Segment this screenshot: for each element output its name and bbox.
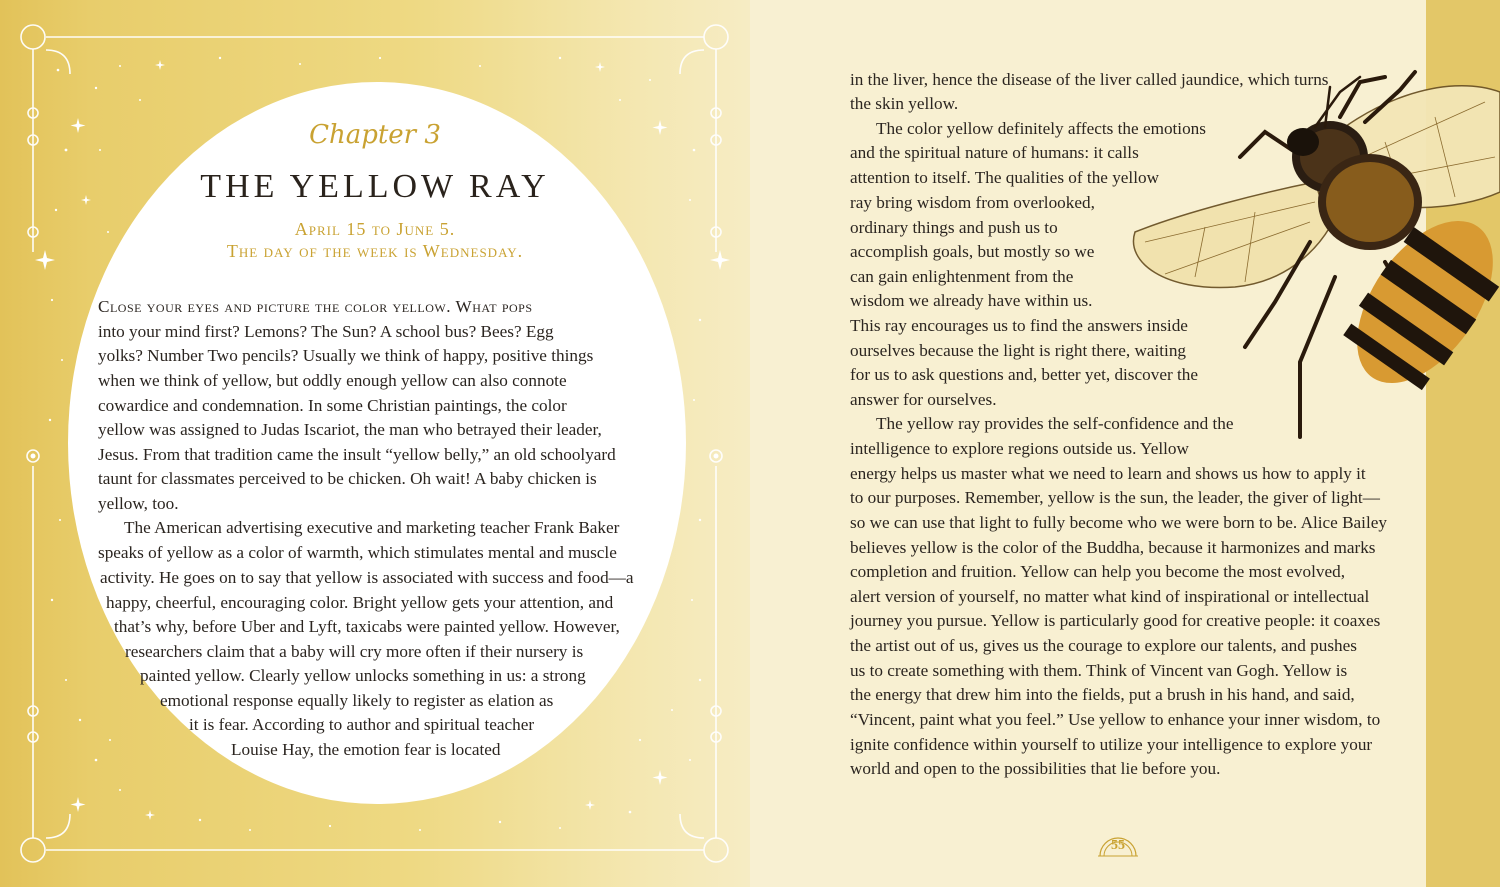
- text-line: it is fear. According to author and spiritual teacher: [189, 715, 535, 734]
- text-line: accomplish goals, but mostly so we: [850, 242, 1095, 261]
- text-line: The American advertising executive and marketing teacher Frank Baker: [124, 518, 620, 537]
- text-line: The color yellow definitely affects the emotions: [876, 119, 1206, 138]
- chapter-title: THE YELLOW RAY: [200, 168, 550, 205]
- text-line: can gain enlightenment from the: [850, 267, 1074, 286]
- text-line: “Vincent, paint what you feel.” Use yellow to enhance your inner wisdom, to: [850, 710, 1381, 729]
- text-line: Jesus. From that tradition came the insult “yellow belly,” an old schoolyard: [98, 445, 616, 464]
- text-line: The yellow ray provides the self-confidence and the: [876, 414, 1234, 433]
- text-line: journey you pursue. Yellow is particularly good for creative people: it coaxes: [850, 611, 1381, 630]
- text-line: us to create something with them. Think of Vincent van Gogh. Yellow is: [850, 661, 1348, 680]
- text-line: attention to itself. The qualities of the yellow: [850, 168, 1159, 187]
- text-line: the artist out of us, gives us the courage to explore our talents, and pushes: [850, 636, 1357, 655]
- page-number: 55: [1111, 838, 1125, 853]
- text-line: taunt for classmates perceived to be chicken. Oh wait! A baby chicken is: [98, 469, 597, 488]
- right-page: [750, 0, 1500, 887]
- chapter-label: Chapter 3: [309, 120, 441, 150]
- text-line: energy helps us master what we need to learn and shows us how to apply it: [850, 464, 1366, 483]
- text-line: Louise Hay, the emotion fear is located: [231, 740, 501, 759]
- text-line: speaks of yellow as a color of warmth, which stimulates mental and muscle: [98, 543, 617, 562]
- text-line: for us to ask questions and, better yet, discover the: [850, 365, 1198, 384]
- text-line: yellow, too.: [98, 494, 179, 513]
- text-line: and the spiritual nature of humans: it calls: [850, 143, 1139, 162]
- text-line: wisdom we already have within us.: [850, 291, 1093, 310]
- text-line: Close your eyes and picture the color yellow. What pops: [98, 297, 533, 316]
- text-line: in the liver, hence the disease of the liver called jaundice, which turns: [850, 70, 1329, 89]
- text-line: researchers claim that a baby will cry more often if their nursery is: [125, 642, 584, 661]
- text-line: completion and fruition. Yellow can help you become the most evolved,: [850, 562, 1345, 581]
- text-line: painted yellow. Clearly yellow unlocks something in us: a strong: [140, 666, 586, 685]
- text-line: yellow was assigned to Judas Iscariot, the man who betrayed their leader,: [98, 420, 602, 439]
- text-line: when we think of yellow, but oddly enough yellow can also connote: [98, 371, 567, 390]
- text-line: This ray encourages us to find the answers inside: [850, 316, 1188, 335]
- text-line: to our purposes. Remember, yellow is the sun, the leader, the giver of light—: [850, 488, 1380, 507]
- text-line: ray bring wisdom from overlooked,: [850, 193, 1095, 212]
- text-line: yolks? Number Two pencils? Usually we think of happy, positive things: [98, 346, 594, 365]
- text-line: emotional response equally likely to register as elation as: [160, 691, 554, 710]
- chapter-date-range: April 15 to June 5.: [294, 219, 456, 239]
- text-line: cowardice and condemnation. In some Christian paintings, the color: [98, 396, 567, 415]
- text-line: believes yellow is the color of the Buddha, because it harmonizes and marks: [850, 538, 1376, 557]
- chapter-weekday: The day of the week is Wednesday.: [226, 241, 524, 261]
- text-line: activity. He goes on to say that yellow is associated with success and food—a: [100, 568, 634, 587]
- text-line: ourselves because the light is right there, waiting: [850, 341, 1187, 360]
- text-line: world and open to the possibilities that lie before you.: [850, 759, 1221, 778]
- text-line: ignite confidence within yourself to utilize your intelligence to explore your: [850, 735, 1373, 754]
- text-line: that’s why, before Uber and Lyft, taxicabs were painted yellow. However,: [114, 617, 620, 636]
- page-number-badge: [1096, 826, 1140, 862]
- text-line: alert version of yourself, no matter what kind of inspirational or intellectual: [850, 587, 1370, 606]
- text-line: so we can use that light to fully become who we were born to be. Alice Bailey: [850, 513, 1387, 532]
- text-line: the skin yellow.: [850, 94, 959, 113]
- text-line: the energy that drew him into the fields, put a brush in his hand, and said,: [850, 685, 1355, 704]
- text-line: into your mind first? Lemons? The Sun? A school bus? Bees? Egg: [98, 322, 554, 341]
- text-line: ordinary things and push us to: [850, 218, 1058, 237]
- text-line: answer for ourselves.: [850, 390, 997, 409]
- text-line: happy, cheerful, encouraging color. Bright yellow gets your attention, and: [106, 593, 614, 612]
- text-line: intelligence to explore regions outside us. Yellow: [850, 439, 1189, 458]
